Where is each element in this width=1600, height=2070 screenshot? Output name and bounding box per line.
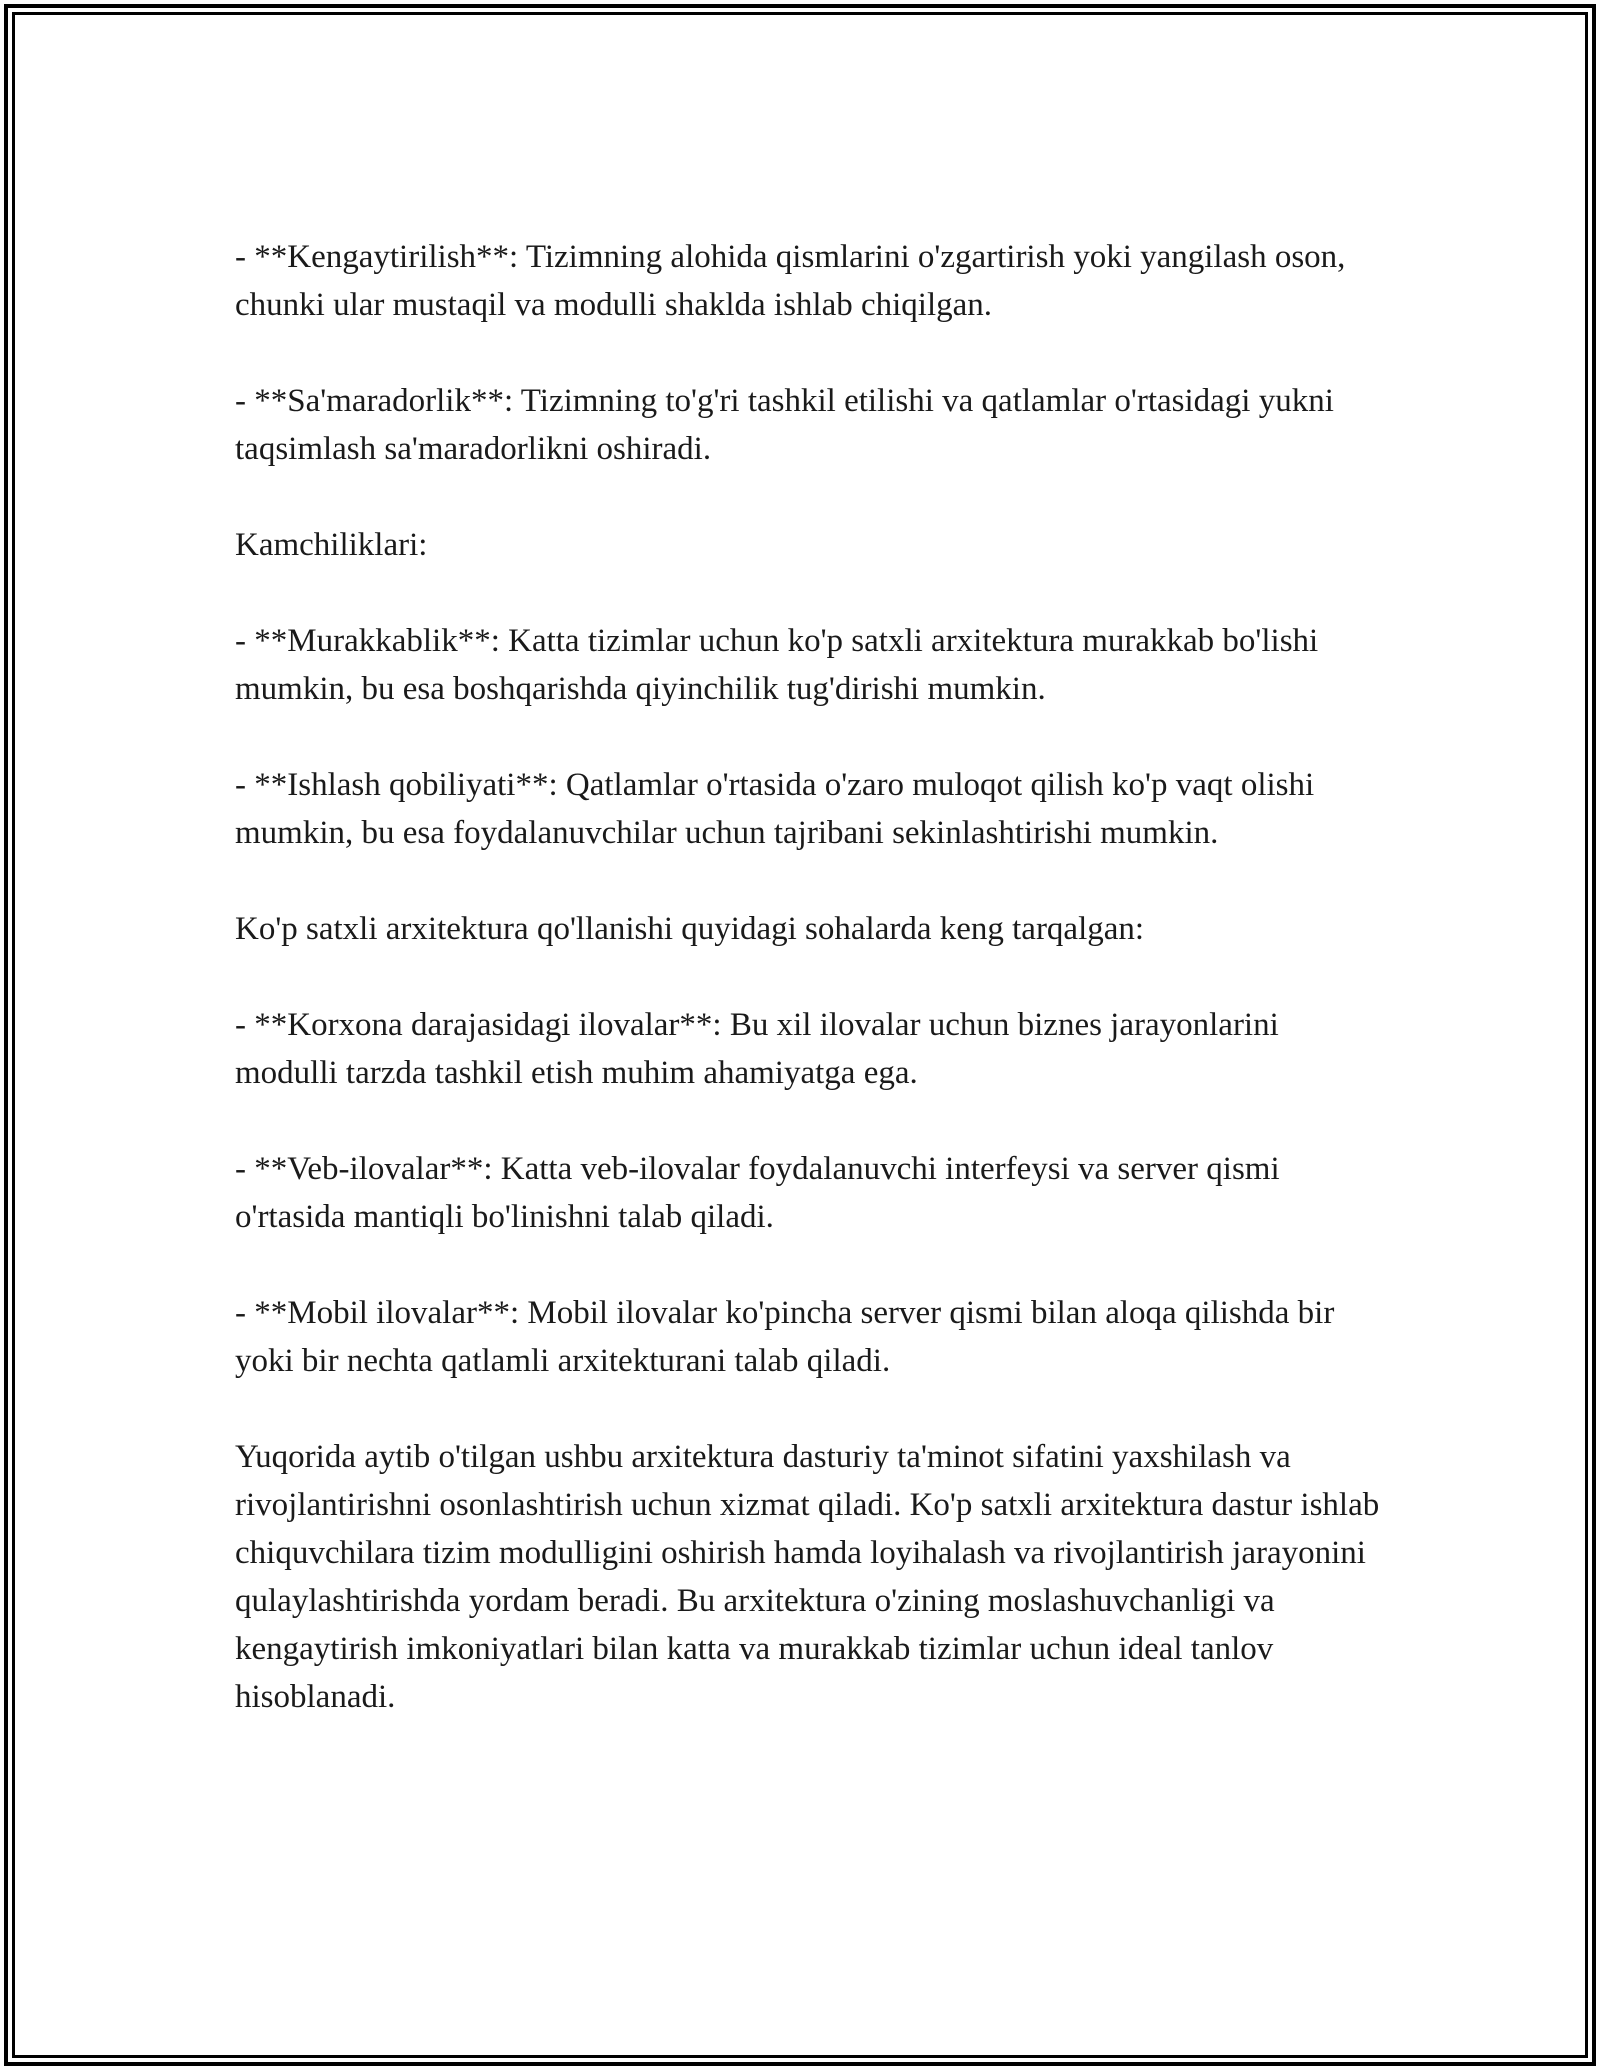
paragraph-xulosa: Yuqorida aytib o'tilgan ushbu arxitektura dasturiy ta'minot sifatini yaxshilash va rivojlantirishni osonlashtirish uchun xizmat qiladi. Ko'p satxli arxitektura dastur ishlab chiquvchilara tizim modulligini oshirish hamda loyihalash va rivojlantirish jarayonini qulaylashtirishda yordam beradi. Bu arxitektura o'zining moslashuvchanligi va kengaytirish imkoniyatlari bilan katta va murakkab tizimlar uchun ideal tanlov hisoblanadi. [235,1439,1380,1715]
paragraph-korxona-ilovalar: - **Korxona darajasidagi ilovalar**: Bu xil ilovalar uchun biznes jarayonlarini modulli tarzda tashkil etish muhim ahamiyatga ega. [235,1007,1279,1091]
document-body [235,233,1385,1721]
paragraph-samaradorlik: - **Sa'maradorlik**: Tizimning to'g'ri tashkil etilishi va qatlamlar o'rtasidagi yukni taqsimlash sa'maradorlikni oshiradi. [235,383,1334,467]
paragraph-kengaytirilish: - **Kengaytirilish**: Tizimning alohida qismlarini o'zgartirish yoki yangilash oson, chunki ular mustaqil va modulli shaklda ishlab chiqilgan. [235,239,1346,323]
heading-kamchiliklari: Kamchiliklari: [235,527,428,563]
paragraph-ishlash-qobiliyati: - **Ishlash qobiliyati**: Qatlamlar o'rtasida o'zaro muloqot qilish ko'p vaqt olishi mumkin, bu esa foydalanuvchilar uchun tajribani sekinlashtirishi mumkin. [235,767,1315,851]
paragraph-mobil-ilovalar: - **Mobil ilovalar**: Mobil ilovalar ko'pincha server qismi bilan aloqa qilishda bir yoki bir nechta qatlamli arxitekturani talab qiladi. [235,1295,1335,1379]
paragraph-qollanish-sohalari: Ko'p satxli arxitektura qo'llanishi quyidagi sohalarda keng tarqalgan: [235,911,1145,947]
paragraph-veb-ilovalar: - **Veb-ilovalar**: Katta veb-ilovalar foydalanuvchi interfeysi va server qismi o'rtasida mantiqli bo'linishni talab qiladi. [235,1151,1280,1235]
paragraph-murakkablik: - **Murakkablik**: Katta tizimlar uchun ko'p satxli arxitektura murakkab bo'lishi mumkin, bu esa boshqarishda qiyinchilik tug'dirishi mumkin. [235,623,1319,707]
